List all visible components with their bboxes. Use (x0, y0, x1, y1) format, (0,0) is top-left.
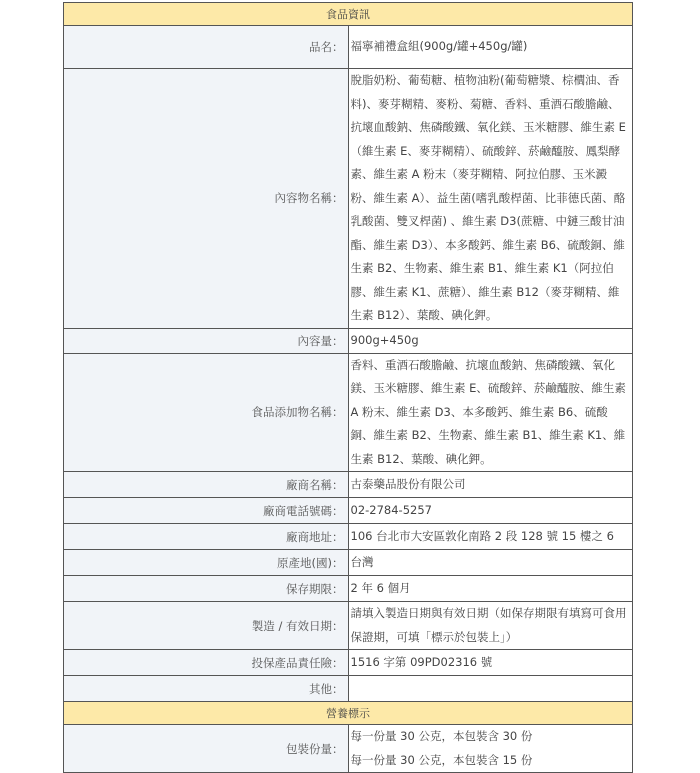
table-row (64, 602, 633, 650)
label-net-content: 內容量： (64, 328, 349, 353)
label-origin: 原產地(國)： (64, 550, 349, 576)
section-header-food-info: 食品資訊 (64, 3, 633, 26)
value-ingredients: 脫脂奶粉、葡萄糖、植物油粉(葡萄糖漿、棕櫚油、香料)、麥芽糊精、麥粉、菊糖、香料、重酒石酸膽鹼、抗壞血酸鈉、焦磷酸鐵、氧化鎂、玉米糖膠、維生素 E（維生素 E、麥芽糊精）、硫酸鋅、菸鹼醯胺、鳳梨酵素、維生素 A 粉末（麥芽糊精、阿拉伯膠、玉米澱粉、維生素 A）、益生菌(嗜乳酸桿菌、比菲德氏菌、酪乳酸菌、雙叉桿菌) 、維生素 D3(蔗糖、中鏈三酸甘油酯、維生素 D3）、本多酸鈣、維生素 B6、硫酸銅、維生素 B2、生物素、維生素 B1、維生素 K1（阿拉伯膠、維生素 K1、蔗糖）、維生素 B12（麥芽糊精、維生素 B12）、葉酸、碘化鉀。 (348, 69, 633, 329)
label-shelf-life: 保存期限： (64, 576, 349, 602)
label-ingredients: 內容物名稱： (64, 69, 349, 329)
label-dates: 製造 / 有效日期： (64, 602, 349, 650)
label-serving-size: 包裝份量： (64, 725, 349, 773)
table-row (64, 472, 633, 498)
serving-line: 每一份量 30 公克，本包裝含 15 份 (350, 752, 533, 767)
table-row (64, 725, 633, 773)
value-shelf-life: 2 年 6 個月 (348, 576, 633, 602)
value-dates: 請填入製造日期與有效日期（如保存期限有填寫可食用保證期，可填「標示於包裝上」） (348, 602, 633, 650)
serving-line: 每一份量 30 公克，本包裝含 30 份 (350, 729, 533, 743)
value-net-content: 900g+450g (348, 328, 633, 353)
table-row (64, 550, 633, 576)
value-manufacturer: 古泰藥品股份有限公司 (348, 472, 633, 498)
label-other: 其他： (64, 676, 349, 702)
section-header-nutrition: 營養標示 (64, 702, 633, 725)
label-product-name: 品名： (64, 26, 349, 69)
table-row (64, 576, 633, 602)
value-phone: 02-2784-5257 (348, 498, 633, 524)
table-row (64, 498, 633, 524)
label-additives: 食品添加物名稱： (64, 353, 349, 472)
value-other (348, 676, 633, 702)
label-insurance: 投保產品責任險： (64, 650, 349, 676)
value-additives: 香料、重酒石酸膽鹼、抗壞血酸鈉、焦磷酸鐵、氧化鎂、玉米糖膠、維生素 E、硫酸鋅、菸鹼醯胺、維生素 A 粉末、維生素 D3、本多酸鈣、維生素 B6、硫酸銅、維生素 B2、生物素、維生素 B1、維生素 K1、維生素 B12、葉酸、碘化鉀。 (348, 353, 633, 472)
value-origin: 台灣 (348, 550, 633, 576)
label-phone: 廠商電話號碼： (64, 498, 349, 524)
value-insurance: 1516 字第 09PD02316 號 (348, 650, 633, 676)
table-row (64, 650, 633, 676)
value-product-name: 福寧補禮盒組(900g/罐+450g/罐) (348, 26, 633, 69)
table-row (64, 26, 633, 69)
table-row (64, 524, 633, 550)
table-row (64, 676, 633, 702)
table-row (64, 353, 633, 472)
product-info-table (63, 2, 633, 773)
table-row (64, 328, 633, 353)
value-serving-size (348, 725, 633, 773)
value-address: 106 台北市大安區敦化南路 2 段 128 號 15 樓之 6 (348, 524, 633, 550)
table-row (64, 69, 633, 329)
label-address: 廠商地址： (64, 524, 349, 550)
label-manufacturer: 廠商名稱： (64, 472, 349, 498)
